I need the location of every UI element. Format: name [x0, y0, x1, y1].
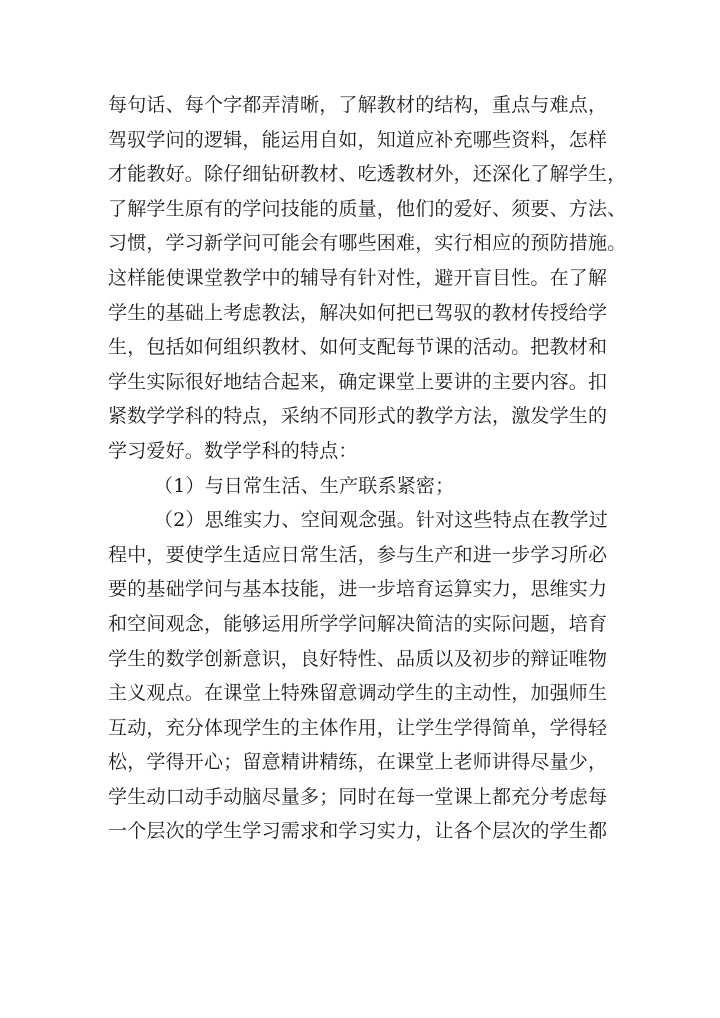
text-line: 驾驭学问的逻辑，能运用自如，知道应补充哪些资料，怎样	[108, 128, 608, 151]
list-item-1: （1）与日常生活、生产联系紧密；	[154, 474, 455, 497]
text-line: 了解学生原有的学问技能的质量，他们的爱好、须要、方法、	[108, 197, 627, 220]
text-line: 紧数学学科的特点，采纳不同形式的教学方法，激发学生的	[108, 405, 608, 428]
text-line: 一个层次的学生学习需求和学习实力，让各个层次的学生都	[108, 820, 608, 843]
text-line: 主义观点。在课堂上特殊留意调动学生的主动性，加强师生	[108, 682, 608, 705]
text-line: 要的基础学问与基本技能，进一步培育运算实力，思维实力	[108, 578, 608, 601]
text-line: 学生动口动手动脑尽量多；同时在每一堂课上都充分考虑每	[108, 785, 608, 808]
text-line: 学习爱好。数学学科的特点：	[108, 439, 358, 462]
body-text	[108, 88, 627, 849]
text-line: 每句话、每个字都弄清晰，了解教材的结构，重点与难点，	[108, 94, 608, 116]
text-line: 互动，充分体现学生的主体作用，让学生学得简单，学得轻	[108, 716, 608, 739]
text-line: 才能教好。除仔细钻研教材、吃透教材外，还深化了解学生，	[108, 163, 627, 186]
text-line: 程中，要使学生适应日常生活，参与生产和进一步学习所必	[108, 543, 608, 566]
text-line: 和空间观念，能够运用所学学问解决简洁的实际问题，培育	[108, 612, 608, 635]
text-line: 学生实际很好地结合起来，确定课堂上要讲的主要内容。扣	[108, 370, 608, 393]
text-line: 生，包括如何组织教材、如何支配每节课的活动。把教材和	[108, 336, 608, 359]
text-line: 学生的基础上考虑教法，解决如何把已驾驭的教材传授给学	[108, 301, 608, 324]
text-line: 松，学得开心；留意精讲精练，在课堂上老师讲得尽量少，	[108, 751, 608, 774]
text-line: 这样能使课堂教学中的辅导有针对性，避开盲目性。在了解	[108, 266, 608, 289]
list-item-2: （2）思维实力、空间观念强。针对这些特点在教学过	[154, 509, 608, 532]
text-line: 习惯，学习新学问可能会有哪些困难，实行相应的预防措施。	[108, 232, 627, 255]
text-line: 学生的数学创新意识，良好特性、品质以及初步的辩证唯物	[108, 647, 608, 670]
